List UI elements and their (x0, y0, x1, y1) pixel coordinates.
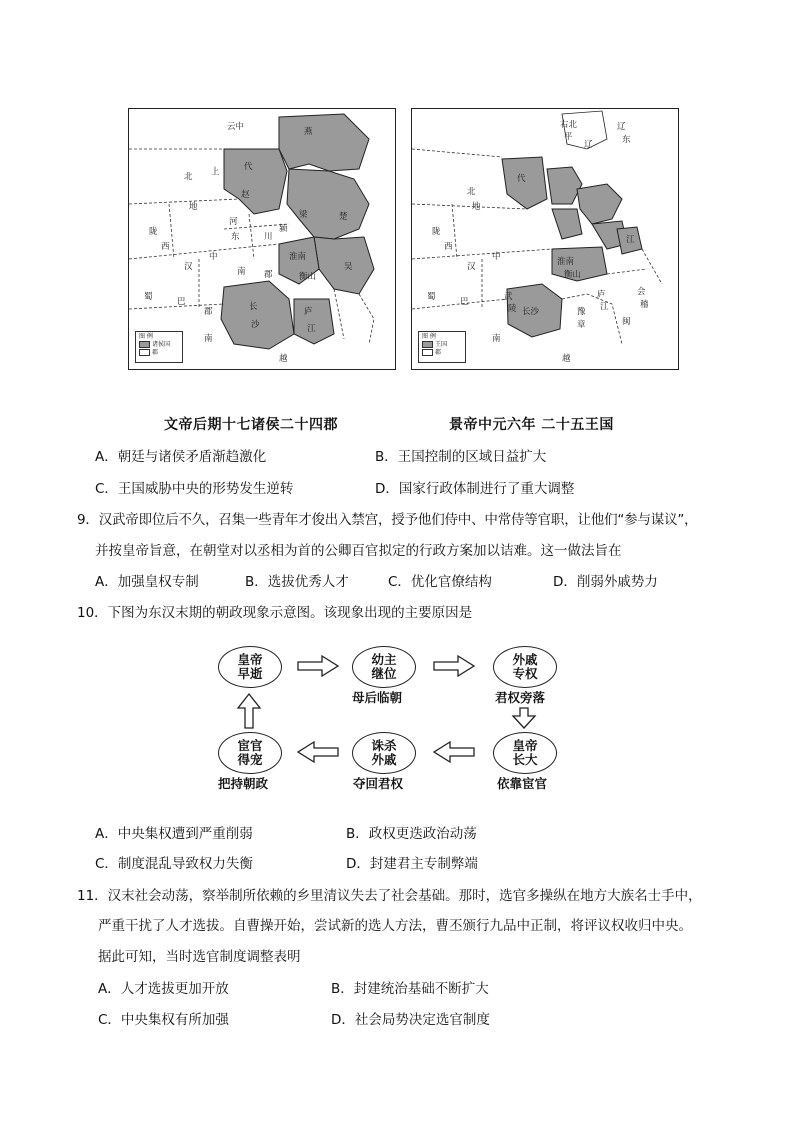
svg-text:地: 地 (472, 202, 481, 212)
svg-text:西: 西 (161, 242, 170, 252)
svg-text:蜀: 蜀 (427, 292, 436, 302)
svg-text:庐: 庐 (304, 307, 313, 317)
q10-option-b: B．政权更迭政治动荡 (346, 826, 477, 842)
svg-text:陵: 陵 (508, 304, 517, 314)
node-kill-consort-clan-label: 夺回君权 (353, 776, 404, 791)
q11-option-a: A．人才选拔更加开放 (98, 981, 229, 997)
svg-text:梁: 梁 (299, 210, 308, 220)
q9-stem-line2: 并按皇帝旨意，在朝堂对以丞相为首的公卿百官拟定的行政方案加以诘难。这一做法旨在 (95, 543, 622, 559)
node-text: 继位 (371, 666, 397, 681)
arrow-left-icon (298, 742, 338, 762)
svg-text:河: 河 (229, 217, 238, 227)
svg-text:闽: 闽 (622, 317, 631, 327)
q11-option-b: B．封建统治基础不断扩大 (331, 981, 489, 997)
svg-text:汉: 汉 (184, 262, 193, 272)
q11-stem-line3: 据此可知，当时选官制度调整表明 (98, 949, 301, 965)
map-right-caption: 景帝中元六年 二十五王国 (449, 417, 614, 433)
svg-text:陇: 陇 (149, 227, 158, 237)
q9-option-c: C．优化官僚结构 (388, 574, 492, 590)
svg-text:北: 北 (467, 187, 476, 197)
svg-text:越: 越 (279, 354, 288, 364)
arrow-up-icon (238, 694, 260, 728)
arrow-right-icon (434, 656, 474, 676)
q9-option-d: D．削弱外戚势力 (553, 574, 658, 590)
node-child-ascends-label: 母后临朝 (352, 690, 403, 705)
map-left-caption: 文帝后期十七诸侯二十四郡 (164, 417, 338, 433)
svg-text:巴: 巴 (460, 297, 469, 307)
svg-text:楚: 楚 (339, 212, 348, 222)
node-text: 皇帝 (237, 652, 263, 667)
node-consort-clan-power-label: 君权旁落 (495, 690, 546, 705)
svg-text:郡: 郡 (264, 270, 273, 280)
svg-text:汉: 汉 (467, 262, 476, 272)
node-text: 外戚 (512, 652, 538, 667)
svg-text:燕: 燕 (304, 127, 313, 137)
svg-text:江: 江 (600, 302, 609, 312)
svg-text:会: 会 (637, 287, 646, 297)
svg-text:东: 东 (231, 232, 240, 242)
node-emperor-grows-up-label: 依靠宦官 (497, 776, 548, 791)
q8-option-b: B．王国控制的区域日益扩大 (375, 449, 547, 465)
svg-text:稽: 稽 (640, 300, 649, 310)
svg-text:东: 东 (622, 135, 631, 145)
svg-text:地: 地 (189, 202, 198, 212)
svg-text:吴: 吴 (344, 262, 353, 272)
svg-text:章: 章 (577, 320, 586, 330)
svg-text:蜀: 蜀 (144, 292, 153, 302)
svg-text:陇: 陇 (432, 227, 441, 237)
q9-stem-line1: 9．汉武帝即位后不久，召集一些青年才俊出入禁宫，授予他们侍中、中常侍等官职，让他们“参与谋议”， (77, 512, 698, 528)
arrow-down-icon (513, 708, 535, 728)
node-text: 皇帝 (512, 738, 538, 753)
svg-text:右北: 右北 (560, 120, 578, 130)
q10-option-d: D．封建君主专制弊端 (346, 856, 478, 872)
svg-text:中: 中 (492, 252, 501, 262)
svg-text:淮南: 淮南 (557, 257, 575, 267)
q11-option-d: D．社会局势决定选官制度 (331, 1012, 490, 1028)
q11-stem-line2: 严重干扰了人才选拔。自曹操开始，尝试新的选人方法，曹丕颁行九品中正制，将评议权收归中央。 (98, 918, 692, 934)
svg-text:江: 江 (307, 324, 316, 334)
svg-text:庐: 庐 (597, 290, 606, 300)
node-text: 早逝 (237, 666, 263, 681)
svg-text:中: 中 (209, 252, 218, 262)
svg-text:淮南: 淮南 (289, 252, 307, 262)
legend-title: 图 例 (139, 333, 153, 340)
node-text: 诛杀 (371, 738, 397, 753)
legend-item-b: 郡 (435, 349, 442, 356)
node-text: 得宠 (237, 752, 263, 767)
q8-option-d: D．国家行政体制进行了重大调整 (375, 481, 575, 497)
svg-text:越: 越 (562, 354, 571, 364)
node-text: 专权 (512, 666, 538, 681)
svg-text:川: 川 (264, 232, 273, 242)
svg-text:衡山: 衡山 (564, 270, 582, 280)
q10-option-a: A．中央集权遭到严重削弱 (95, 826, 253, 842)
svg-text:衡山: 衡山 (299, 272, 317, 282)
svg-text:郡: 郡 (204, 307, 213, 317)
node-eunuchs-favored-label: 把持朝政 (218, 776, 269, 791)
svg-text:云中: 云中 (227, 122, 245, 132)
svg-text:上: 上 (211, 167, 220, 177)
legend-title: 图 例 (422, 333, 436, 340)
svg-text:长: 长 (249, 302, 258, 312)
svg-text:赵: 赵 (241, 190, 250, 200)
svg-text:江: 江 (626, 235, 635, 245)
q11-stem-line1: 11．汉末社会动荡，察举制所依赖的乡里清议失去了社会基础。那时，选官多操纵在地方大族名士手中， (77, 888, 702, 904)
svg-text:颍: 颍 (279, 224, 288, 234)
q10-stem: 10．下图为东汉末期的朝政现象示意图。该现象出现的主要原因是 (77, 605, 473, 621)
svg-text:辽: 辽 (584, 140, 593, 150)
q10-option-c: C．制度混乱导致权力失衡 (95, 856, 253, 872)
svg-text:南: 南 (237, 267, 246, 277)
svg-text:辽: 辽 (617, 122, 626, 132)
svg-text:代: 代 (244, 162, 253, 172)
svg-text:沙: 沙 (251, 320, 260, 330)
node-text: 外戚 (371, 752, 397, 767)
arrow-right-icon (298, 656, 338, 676)
svg-text:南: 南 (204, 334, 213, 344)
svg-text:西: 西 (444, 242, 453, 252)
q8-option-a: A．朝廷与诸侯矛盾渐趋激化 (95, 449, 267, 465)
q11-option-c: C．中央集权有所加强 (98, 1012, 229, 1028)
svg-text:代: 代 (517, 174, 526, 184)
node-text: 长大 (512, 752, 538, 767)
arrow-left-icon (434, 742, 474, 762)
node-text: 宦官 (237, 738, 263, 753)
legend-item-a: 诸侯国 (152, 341, 171, 348)
q8-option-c: C．王国威胁中央的形势发生逆转 (95, 481, 294, 497)
node-text: 幼主 (371, 652, 397, 667)
legend-item-b: 郡 (152, 349, 159, 356)
q9-option-b: B．选拔优秀人才 (245, 574, 349, 590)
svg-text:北: 北 (184, 172, 193, 182)
svg-text:武: 武 (504, 292, 513, 302)
svg-text:南: 南 (492, 334, 501, 344)
legend-item-a: 王国 (435, 341, 448, 348)
svg-text:巴: 巴 (177, 297, 186, 307)
svg-text:平: 平 (564, 132, 573, 142)
q9-option-a: A．加强皇权专制 (95, 574, 199, 590)
svg-text:长沙: 长沙 (522, 307, 540, 317)
svg-text:豫: 豫 (577, 307, 586, 317)
